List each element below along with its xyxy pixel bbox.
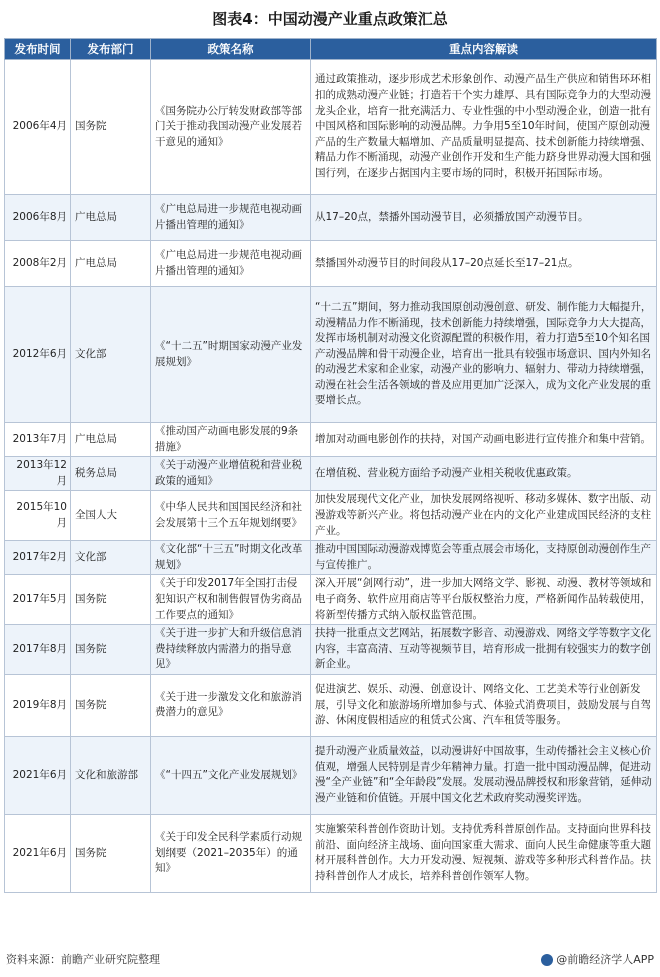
- chart-title: 图表4：中国动漫产业重点政策汇总: [212, 10, 448, 28]
- row-date: 2006年8月: [5, 195, 71, 241]
- row-dept: 税务总局: [71, 457, 151, 491]
- row-dept: 文化部: [71, 287, 151, 423]
- row-date: 2013年7月: [5, 423, 71, 457]
- row-dept: 国务院: [71, 625, 151, 675]
- table-row: [5, 287, 657, 423]
- table-header-row: [5, 39, 657, 60]
- row-dept: 文化部: [71, 541, 151, 575]
- row-dept: 国务院: [71, 814, 151, 892]
- source-note: 资料来源：前瞻产业研究院整理: [6, 953, 160, 966]
- row-content: 提升动漫产业质量效益，以动漫讲好中国故事，生动传播社会主义核心价值观，增强人民特别是青少年精神力量。打造一批中国动漫品牌，促进动漫“全产业链”和“全年龄段”发展。发展动漫品牌授权和形象营销，延伸动漫产业链和价值链。开展中国文化艺术政府奖动漫奖评选。: [311, 736, 657, 814]
- row-date: 2019年8月: [5, 674, 71, 736]
- header-date: 发布时间: [5, 39, 71, 60]
- row-content: 通过政策推动，逐步形成艺术形象创作、动漫产品生产供应和销售环环相扣的成熟动漫产业链；打造若干个实力雄厚、具有国际竞争力的大型动漫龙头企业，培育一批充满活力、专业性强的中小型动漫企业，创造一批有中国风格和国际影响的动漫品牌。力争用5至10年时间，使国产原创动漫产品的生产数量大幅增加、产品质量明显提高、技术创新能力持续增强、精品力作不断涌现，动漫产业创作开发和生产能力跻身世界动漫大国和强国行列，在逐步占据国内主要市场的同时，积极开拓国际市场。: [311, 60, 657, 195]
- header-dept: 发布部门: [71, 39, 151, 60]
- row-date: 2006年4月: [5, 60, 71, 195]
- policy-table-container: [4, 38, 656, 893]
- row-dept: 广电总局: [71, 195, 151, 241]
- row-date: 2012年6月: [5, 287, 71, 423]
- row-content: 促进演艺、娱乐、动漫、创意设计、网络文化、工艺美术等行业创新发展，引导文化和旅游场所增加参与式、体验式消费项目，鼓励发展与自驾游、休闲度假相适应的租赁式公寓、汽车租赁等服务。: [311, 674, 657, 736]
- row-date: 2021年6月: [5, 814, 71, 892]
- row-content: 禁播国外动漫节目的时间段从17–20点延长至17–21点。: [311, 241, 657, 287]
- row-policy: 《广电总局进一步规范电视动画片播出管理的通知》: [151, 195, 311, 241]
- row-dept: 广电总局: [71, 423, 151, 457]
- row-dept: 国务院: [71, 674, 151, 736]
- row-content: “十二五”期间，努力推动我国原创动漫创意、研发、制作能力大幅提升，动漫精品力作不断涌现，技术创新能力持续增强，国际竞争力大大提高，发挥市场机制对动漫文化资源配置的积极作用，着力打造5至10个知名国产动漫品牌和骨干动漫企业，培育出一批具有较强市场意识、国内外知名的动漫艺术家和企业家，动漫产业的影响力、辐射力、带动力持续增强，动漫在社会生活各领域的普及应用更加广泛深入，成为文化产业发展的重要增长点。: [311, 287, 657, 423]
- table-row: [5, 241, 657, 287]
- row-policy: 《中华人民共和国国民经济和社会发展第十三个五年规划纲要》: [151, 491, 311, 541]
- row-content: 加快发展现代文化产业，加快发展网络视听、移动多媒体、数字出版、动漫游戏等新兴产业。将包括动漫产业在内的文化产业建成国民经济的支柱产业。: [311, 491, 657, 541]
- row-policy: 《文化部“十三五”时期文化改革规划》: [151, 541, 311, 575]
- table-row: [5, 60, 657, 195]
- row-date: 2008年2月: [5, 241, 71, 287]
- row-date: 2017年2月: [5, 541, 71, 575]
- row-content: 推动中国国际动漫游戏博览会等重点展会市场化，支持原创动漫创作生产与宣传推广。: [311, 541, 657, 575]
- policy-table: [4, 38, 657, 893]
- table-row: [5, 674, 657, 736]
- row-date: 2015年10月: [5, 491, 71, 541]
- brand-credit: [541, 950, 654, 970]
- row-date: 2021年6月: [5, 736, 71, 814]
- row-content: 深入开展“剑网行动”，进一步加大网络文学、影视、动漫、教材等领域和电子商务、软件应用商店等平台版权整治力度，严格新闻作品转载使用，将新型传播方式纳入版权监管范围。: [311, 575, 657, 625]
- row-content: 扶持一批重点文艺网站，拓展数字影音、动漫游戏、网络文学等数字文化内容，丰富高清、互动等视频节目，培育形成一批拥有较强实力的数字创新企业。: [311, 625, 657, 675]
- table-row: [5, 736, 657, 814]
- row-date: 2017年8月: [5, 625, 71, 675]
- row-dept: 国务院: [71, 575, 151, 625]
- table-row: [5, 457, 657, 491]
- row-policy: 《广电总局进一步规范电视动画片播出管理的通知》: [151, 241, 311, 287]
- footer: [6, 950, 654, 970]
- table-row: [5, 625, 657, 675]
- row-dept: 全国人大: [71, 491, 151, 541]
- row-content: 增加对动画电影创作的扶持，对国产动画电影进行宣传推介和集中营销。: [311, 423, 657, 457]
- row-content: 实施繁荣科普创作资助计划。支持优秀科普原创作品。支持面向世界科技前沿、面向经济主战场、面向国家重大需求、面向人民生命健康等重大题材开展科普创作。大力开发动漫、短视频、游戏等多种形式科普作品。扶持科普创作人才成长，培养科普创作领军人物。: [311, 814, 657, 892]
- table-row: [5, 491, 657, 541]
- row-policy: 《国务院办公厅转发财政部等部门关于推动我国动漫产业发展若干意见的通知》: [151, 60, 311, 195]
- row-policy: 《关于进一步扩大和升级信息消费持续释放内需潜力的指导意见》: [151, 625, 311, 675]
- table-row: [5, 195, 657, 241]
- brand-text: @前瞻经济学人APP: [556, 953, 654, 966]
- row-policy: 《关于印发全民科学素质行动规划纲要（2021–2035年）的通知》: [151, 814, 311, 892]
- table-body: [5, 60, 657, 893]
- header-policy: 政策名称: [151, 39, 311, 60]
- row-policy: 《推动国产动画电影发展的9条措施》: [151, 423, 311, 457]
- row-dept: 广电总局: [71, 241, 151, 287]
- table-row: [5, 814, 657, 892]
- row-content: 在增值税、营业税方面给予动漫产业相关税收优惠政策。: [311, 457, 657, 491]
- row-dept: 文化和旅游部: [71, 736, 151, 814]
- row-dept: 国务院: [71, 60, 151, 195]
- row-policy: 《关于动漫产业增值税和营业税政策的通知》: [151, 457, 311, 491]
- row-content: 从17–20点，禁播外国动漫节目，必须播放国产动漫节目。: [311, 195, 657, 241]
- table-row: [5, 575, 657, 625]
- row-policy: 《关于进一步激发文化和旅游消费潜力的意见》: [151, 674, 311, 736]
- table-row: [5, 423, 657, 457]
- header-content: 重点内容解读: [311, 39, 657, 60]
- row-date: 2017年5月: [5, 575, 71, 625]
- brand-logo-icon: [541, 954, 553, 966]
- row-policy: 《关于印发2017年全国打击侵犯知识产权和制售假冒伪劣商品工作要点的通知》: [151, 575, 311, 625]
- row-date: 2013年12月: [5, 457, 71, 491]
- table-row: [5, 541, 657, 575]
- row-policy: 《“十二五”时期国家动漫产业发展规划》: [151, 287, 311, 423]
- row-policy: 《“十四五”文化产业发展规划》: [151, 736, 311, 814]
